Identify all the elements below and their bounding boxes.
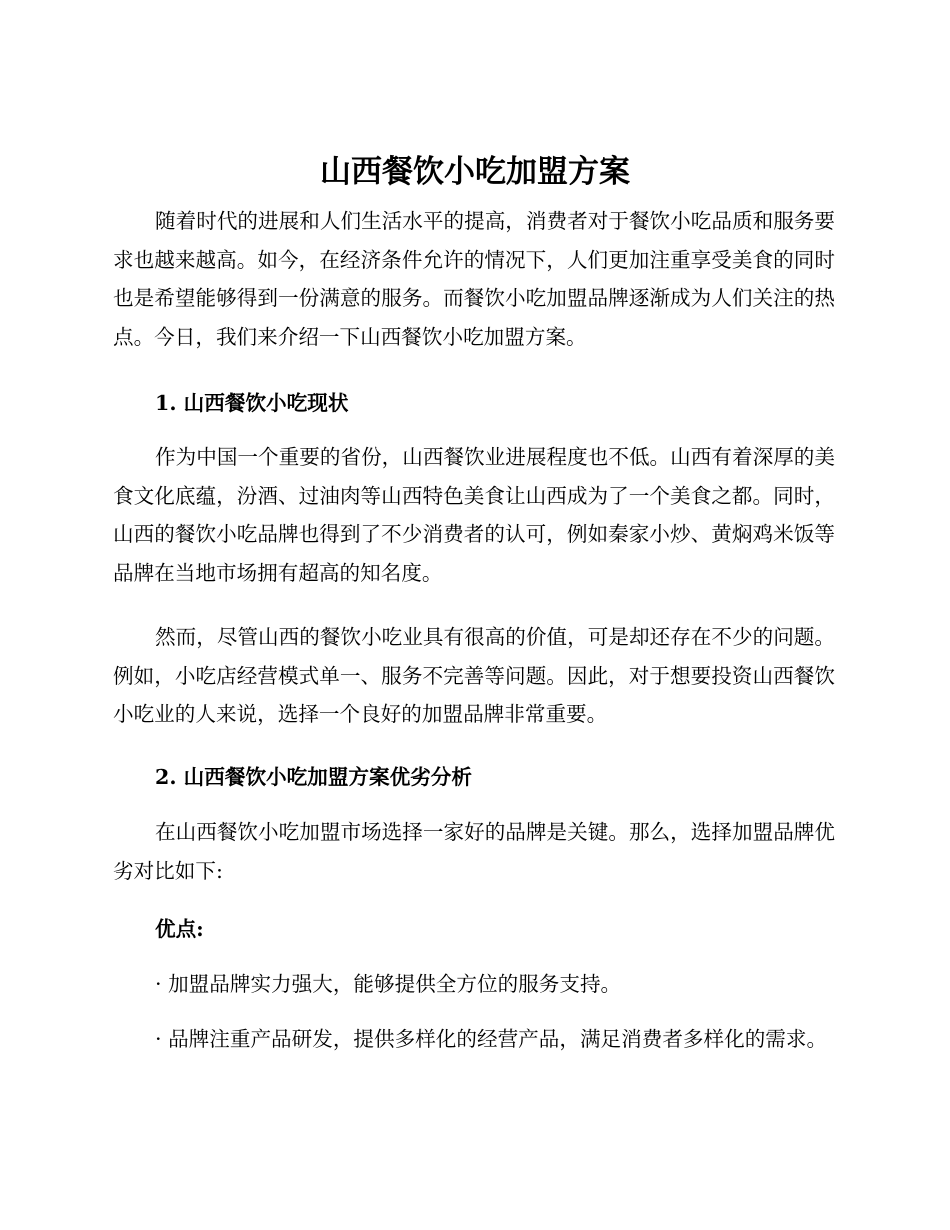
intro-paragraph: 随着时代的进展和人们生活水平的提高，消费者对于餐饮小吃品质和服务要求也越来越高。如今，在经济条件允许的情况下，人们更加注重享受美食的同时也是希望能够得到一份满意的服务。而餐饮小吃加盟品牌逐渐成为人们关注的热点。今日，我们来介绍一下山西餐饮小吃加盟方案。	[113, 209, 835, 349]
section1-heading: 1. 山西餐饮小吃现状	[155, 391, 349, 415]
section1-paragraph-2: 然而，尽管山西的餐饮小吃业具有很高的价值，可是却还存在不少的问题。例如，小吃店经营模式单一、服务不完善等问题。因此，对于想要投资山西餐饮小吃业的人来说，选择一个良好的加盟品牌非常重要。	[113, 625, 835, 726]
advantages-label: 优点:	[155, 917, 204, 941]
section1-paragraph-1: 作为中国一个重要的省份，山西餐饮业进展程度也不低。山西有着深厚的美食文化底蕴，汾酒、过油肉等山西特色美食让山西成为了一个美食之都。同时，山西的餐饮小吃品牌也得到了不少消费者的认可，例如秦家小炒、黄焖鸡米饭等品牌在当地市场拥有超高的知名度。	[113, 445, 835, 585]
section2-heading: 2. 山西餐饮小吃加盟方案优劣分析	[155, 765, 472, 789]
section2-paragraph-1: 在山西餐饮小吃加盟市场选择一家好的品牌是关键。那么，选择加盟品牌优劣对比如下:	[113, 820, 835, 883]
advantage-bullet-2: · 品牌注重产品研发，提供多样化的经营产品，满足消费者多样化的需求。	[155, 1027, 828, 1051]
document-title: 山西餐饮小吃加盟方案	[320, 154, 630, 190]
advantage-bullet-1: · 加盟品牌实力强大，能够提供全方位的服务支持。	[155, 972, 622, 996]
